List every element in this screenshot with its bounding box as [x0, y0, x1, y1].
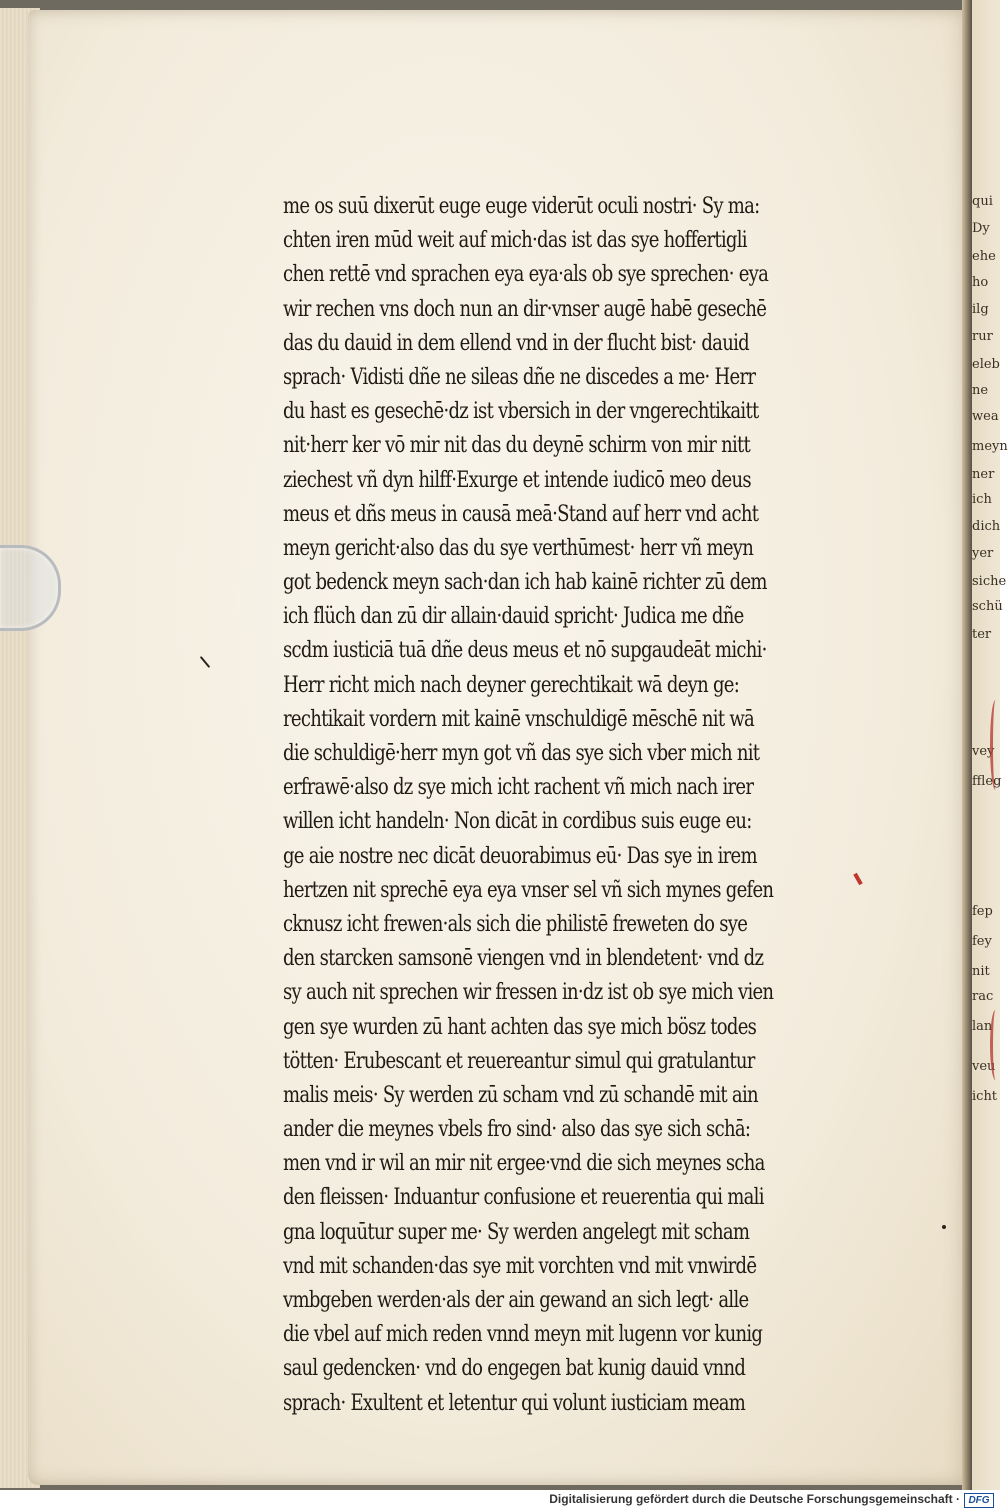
facing-page-fragment: rac [972, 989, 994, 1004]
text-line: chen rettē vnd sprachen eya eya·als ob sye sprechen· eya [283, 262, 769, 288]
text-line: rechtikait vordern mit kainē vnschuldigē mēschē nit wā [283, 706, 755, 732]
text-line: chten iren mūd weit auf mich·das ist das sye hoffertigli [283, 228, 747, 254]
text-line: willen icht handeln· Non dicāt in cordibus suis euge eu: [283, 809, 752, 835]
text-line: gna loquūtur super me· Sy werden angelegt mit scham [283, 1219, 750, 1245]
text-line: meus et dñs meus in causā meā·Stand auf herr vnd acht [283, 501, 759, 527]
facing-page-fragment: ehe [972, 249, 996, 264]
facing-page-fragment: ilg [972, 302, 989, 317]
text-line: hertzen nit sprechē eya eya vnser sel vñ sich mynes gefen [283, 877, 774, 903]
facing-page-fragment: dich [972, 519, 1001, 534]
facing-page-fragment: veu [972, 1059, 996, 1074]
facing-page-fragment: ter [972, 627, 992, 642]
facing-page-fragment: wea [972, 409, 999, 424]
text-line: den starcken samsonē viengen vnd in blendetent· vnd dz [283, 946, 764, 972]
facing-page-fragment: siche [972, 574, 1007, 589]
text-line: ich flüch dan zū dir allain·dauid spricht· Judica me dñe [283, 604, 744, 630]
text-line: men vnd ir wil an mir nit ergee·vnd die sich meynes scha [283, 1151, 765, 1177]
facing-page-fragment: ne [972, 383, 989, 398]
facing-page-fragment: lan [972, 1019, 993, 1034]
page-text [283, 190, 923, 1421]
text-line: nit·herr ker vō mir nit das du deynē schirm von mir nitt [283, 433, 751, 459]
text-line: me os suū dixerūt euge euge viderūt oculi nostri· Sy ma: [283, 194, 760, 219]
facing-page-fragment: ffleg [972, 774, 1002, 789]
facing-page-fragment: rur [972, 329, 993, 344]
text-line: scdm iusticiā tuā dñe deus meus et nō supgaudeāt michi· [283, 638, 767, 664]
facing-page-fragment: vey [972, 744, 995, 759]
red-ink-mark-1 [990, 700, 1001, 790]
text-line: malis meis· Sy werden zū scham vnd zū schandē mit ain [283, 1082, 758, 1108]
text-line: sprach· Exultent et letentur qui volunt iusticiam meam [283, 1390, 746, 1416]
facing-page-fragment: ner [972, 467, 995, 482]
facing-page-fragment: ich [972, 492, 992, 507]
facing-page-fragment: yer [972, 546, 994, 561]
facing-page-fragment: fep [972, 904, 993, 919]
text-line: du hast es gesechē·dz ist vbersich in der vngerechtikaitt [283, 399, 759, 425]
facing-page-fragment: eleb [972, 357, 1000, 372]
text-line: wir rechen vns doch nun an dir·vnser augē habē gesechē [283, 296, 767, 322]
text-line: die schuldigē·herr myn got vñ das sye sich vber mich nit [283, 741, 760, 766]
text-line: ander die meynes vbels fro sind· also das sye sich schā: [283, 1117, 751, 1143]
red-ink-mark-2 [990, 1010, 1001, 1080]
text-line: vmbgeben werden·als der ain gewand an sich legt· alle [283, 1288, 749, 1313]
text-line: erfrawē·also dz sye mich icht rachent vñ mich nach irer [283, 775, 754, 801]
facing-page-fragment: fey [972, 934, 992, 949]
facing-page-fragment: qui [972, 194, 993, 209]
text-line: cknusz icht frewen·als sich die philistē freweten do sye [283, 911, 748, 937]
text-line: meyn gericht·also das du sye verthūmest· herr vñ meyn [283, 535, 754, 561]
facing-page-fragment: icht [972, 1089, 998, 1104]
text-line: gen sye wurden zū hant achten das sye mich bösz todes [283, 1014, 757, 1040]
text-line: ge aie nostre nec dicāt deuorabimus eū· Das sye in irem [283, 843, 757, 869]
text-line: die vbel auf mich reden vnnd meyn mit lugenn vor kunig [283, 1322, 763, 1348]
facing-page-fragment: meyn [972, 439, 1008, 454]
text-line: das du dauid in dem ellend vnd in der flucht bist· dauid [283, 330, 749, 356]
facing-page-fragment: schü [972, 599, 1003, 614]
text-line: got bedenck meyn sach·dan ich hab kainē richter zū dem [283, 570, 767, 596]
text-line: sy auch nit sprechen wir fressen in·dz ist ob sye mich vien [283, 980, 774, 1006]
text-line: ziechest vñ dyn hilff·Exurge et intende iudicō meo deus [283, 467, 751, 493]
facing-page-fragment: nit [972, 964, 990, 979]
text-line: Herr richt mich nach deyner gerechtikait wā deyn ge: [283, 672, 740, 698]
text-line: sprach· Vidisti dñe ne sileas dñe ne discedes a me· Herr [283, 364, 756, 390]
ink-dot [942, 1225, 946, 1229]
text-line: den fleissen· Induantur confusione et reuerentia qui mali [283, 1185, 764, 1211]
text-line: vnd mit schanden·das sye mit vorchten vnd mit vnwirdē [283, 1253, 757, 1279]
text-line: saul gedencken· vnd do engegen bat kunig dauid vnnd [283, 1356, 746, 1382]
funding-credit: Digitalisierung gefördert durch die Deutsche Forschungsgemeinschaft · [549, 1492, 960, 1506]
text-line: tötten· Erubescant et reuereantur simul qui gratulantur [283, 1048, 755, 1074]
facing-page-fragment: ho [972, 275, 989, 290]
dfg-logo: DFG [964, 1493, 994, 1508]
facing-page-fragment: Dy [972, 221, 990, 236]
